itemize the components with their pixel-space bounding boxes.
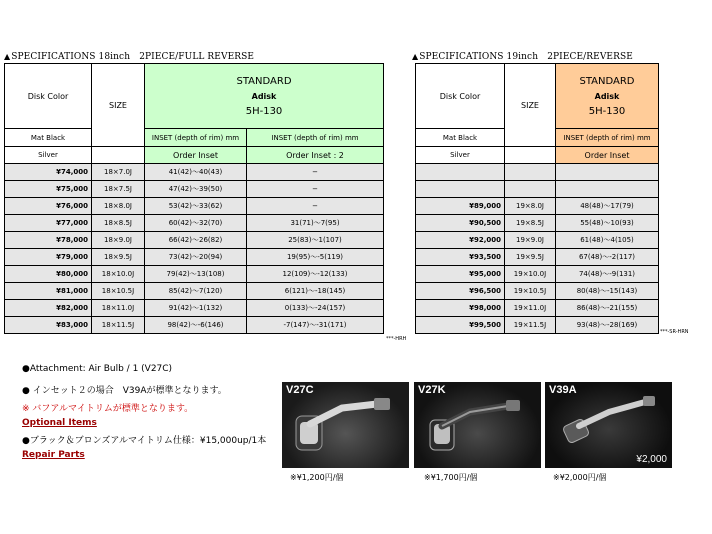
cell-price: ¥82,000: [5, 300, 92, 317]
silver-label: Silver: [416, 147, 505, 164]
table-row: [416, 198, 659, 215]
cell-price: ¥74,000: [5, 164, 92, 181]
cell-size: 18×10.0J: [92, 266, 145, 283]
cell-size: 19×9.5J: [505, 249, 556, 266]
cell-inset2: 31(71)〜7(95): [247, 215, 384, 232]
standard-header: STANDARD Adisk 5H-130: [556, 64, 659, 129]
cell-size: 18×9.5J: [92, 249, 145, 266]
cell-size: 18×8.0J: [92, 198, 145, 215]
table-row: [416, 283, 659, 300]
table-row: [416, 215, 659, 232]
triangle-icon: ▲: [4, 52, 11, 61]
disk-color-header: Disk Color: [5, 64, 92, 129]
repair-parts-link[interactable]: Repair Parts: [22, 450, 85, 460]
table-row: [5, 300, 384, 317]
cell-price: ¥83,000: [5, 317, 92, 334]
table-row: [416, 266, 659, 283]
cell-price: ¥80,000: [5, 266, 92, 283]
cell-size: 18×11.0J: [92, 300, 145, 317]
inset-header-2: INSET (depth of rim) mm: [247, 129, 384, 147]
cell-price: ¥95,000: [416, 266, 505, 283]
cell-price: ¥77,000: [5, 215, 92, 232]
cell-price: ¥90,500: [416, 215, 505, 232]
cell-size: 18×11.5J: [92, 317, 145, 334]
spec-table-18inch: [4, 63, 384, 334]
valve-caption-v27c: ※¥1,200円/個: [290, 473, 344, 482]
table-row: [416, 300, 659, 317]
cell-price: [416, 181, 505, 198]
cell-price: ¥79,000: [5, 249, 92, 266]
cell-price: ¥78,000: [5, 232, 92, 249]
table-row: [5, 181, 384, 198]
attachment-note: ●Attachment: Air Bulb / 1 (V27C): [22, 364, 173, 374]
cell-price: ¥76,000: [5, 198, 92, 215]
cell-inset: 48(48)〜17(79): [556, 198, 659, 215]
inset2-note: ● インセット２の場合 V39Aが標準となります。: [22, 386, 227, 396]
cell-inset2: −: [247, 164, 384, 181]
table-row: [5, 317, 384, 334]
cell-inset2: −: [247, 181, 384, 198]
table-row: [5, 198, 384, 215]
spec-table-19inch: [415, 63, 659, 334]
cell-size: 18×9.0J: [92, 232, 145, 249]
cell-inset1: 66(42)〜26(82): [145, 232, 247, 249]
cell-inset2: 12(109)〜-12(133): [247, 266, 384, 283]
mat-black-label: Mat Black: [5, 129, 92, 147]
table-row: [5, 283, 384, 300]
size-header: SIZE: [92, 64, 145, 147]
cell-inset2: -7(147)〜-31(171): [247, 317, 384, 334]
valve-caption-v27k: ※¥1,700円/個: [424, 473, 478, 482]
cell-price: ¥92,000: [416, 232, 505, 249]
cell-inset1: 73(42)〜20(94): [145, 249, 247, 266]
cell-inset: 74(48)〜-9(131): [556, 266, 659, 283]
cell-size: [505, 181, 556, 198]
cell-inset1: 41(42)〜40(43): [145, 164, 247, 181]
cell-inset1: 60(42)〜32(70): [145, 215, 247, 232]
cell-price: ¥98,000: [416, 300, 505, 317]
table-row: [416, 317, 659, 334]
cell-price: ¥75,000: [5, 181, 92, 198]
inset-header: INSET (depth of rim) mm: [556, 129, 659, 147]
table-row: [416, 181, 659, 198]
cell-size: 19×11.0J: [505, 300, 556, 317]
optional-items-link[interactable]: Optional Items: [22, 418, 97, 428]
table-row: [5, 266, 384, 283]
table-row: [416, 164, 659, 181]
left-model-note: ***-HRH: [386, 336, 407, 342]
cell-size: 18×7.0J: [92, 164, 145, 181]
order-inset-label: Order Inset: [556, 147, 659, 164]
disk-color-header: Disk Color: [416, 64, 505, 129]
valve-photo-v39a: V39A ¥2,000: [545, 382, 672, 468]
table-row: [5, 164, 384, 181]
cell-size: 19×9.0J: [505, 232, 556, 249]
cell-inset2: −: [247, 198, 384, 215]
order-inset-label: Order Inset: [145, 147, 247, 164]
cell-price: ¥99,500: [416, 317, 505, 334]
right-spec-title: ▲SPECIFICATIONS 19inch 2PIECE/REVERSE: [412, 52, 633, 62]
cell-inset: 93(48)〜-28(169): [556, 317, 659, 334]
silver-label: Silver: [5, 147, 92, 164]
left-spec-title: ▲SPECIFICATIONS 18inch 2PIECE/FULL REVERSE: [4, 52, 255, 62]
cell-inset1: 98(42)〜-6(146): [145, 317, 247, 334]
order-inset-2-label: Order Inset : 2: [247, 147, 384, 164]
cell-inset1: 91(42)〜1(132): [145, 300, 247, 317]
cell-inset1: 85(42)〜7(120): [145, 283, 247, 300]
table-row: [416, 249, 659, 266]
triangle-icon: ▲: [412, 52, 419, 61]
cell-inset: 67(48)〜-2(117): [556, 249, 659, 266]
right-model-note: ***-SR-HRN: [660, 329, 689, 335]
cell-inset1: 53(42)〜33(62): [145, 198, 247, 215]
cell-price: ¥96,500: [416, 283, 505, 300]
black-bronze-note: ●ブラック＆ブロンズアルマイトリム仕様：¥15,000up/1本: [22, 436, 267, 446]
standard-header: STANDARD Adisk 5H-130: [145, 64, 384, 129]
cell-size: [505, 164, 556, 181]
cell-size: 18×10.5J: [92, 283, 145, 300]
cell-price: ¥81,000: [5, 283, 92, 300]
table-row: [5, 249, 384, 266]
valve-price-v39a: ¥2,000: [636, 454, 667, 465]
cell-inset: 80(48)〜-15(143): [556, 283, 659, 300]
cell-size: 18×8.5J: [92, 215, 145, 232]
cell-inset: [556, 164, 659, 181]
cell-inset: 61(48)〜4(105): [556, 232, 659, 249]
buff-note: ※ バフアルマイトリムが標準となります。: [22, 404, 194, 414]
cell-inset2: 6(121)〜-18(145): [247, 283, 384, 300]
cell-inset2: 25(83)〜1(107): [247, 232, 384, 249]
cell-price: ¥89,000: [416, 198, 505, 215]
mat-black-label: Mat Black: [416, 129, 505, 147]
cell-size: 19×8.5J: [505, 215, 556, 232]
table-row: [5, 215, 384, 232]
cell-inset: [556, 181, 659, 198]
cell-inset1: 79(42)〜13(108): [145, 266, 247, 283]
table-row: [5, 232, 384, 249]
cell-size: 19×10.5J: [505, 283, 556, 300]
valve-photo-v27c: V27C: [282, 382, 409, 468]
cell-size: 19×8.0J: [505, 198, 556, 215]
inset-header-1: INSET (depth of rim) mm: [145, 129, 247, 147]
cell-price: ¥93,500: [416, 249, 505, 266]
cell-inset1: 47(42)〜39(50): [145, 181, 247, 198]
cell-inset2: 0(133)〜-24(157): [247, 300, 384, 317]
cell-price: [416, 164, 505, 181]
valve-photo-v27k: V27K: [414, 382, 541, 468]
valve-caption-v39a: ※¥2,000円/個: [553, 473, 607, 482]
cell-inset2: 19(95)〜-5(119): [247, 249, 384, 266]
cell-inset: 86(48)〜-21(155): [556, 300, 659, 317]
cell-size: 19×11.5J: [505, 317, 556, 334]
cell-size: 18×7.5J: [92, 181, 145, 198]
table-row: [416, 232, 659, 249]
size-header: SIZE: [505, 64, 556, 147]
cell-inset: 55(48)〜10(93): [556, 215, 659, 232]
cell-size: 19×10.0J: [505, 266, 556, 283]
